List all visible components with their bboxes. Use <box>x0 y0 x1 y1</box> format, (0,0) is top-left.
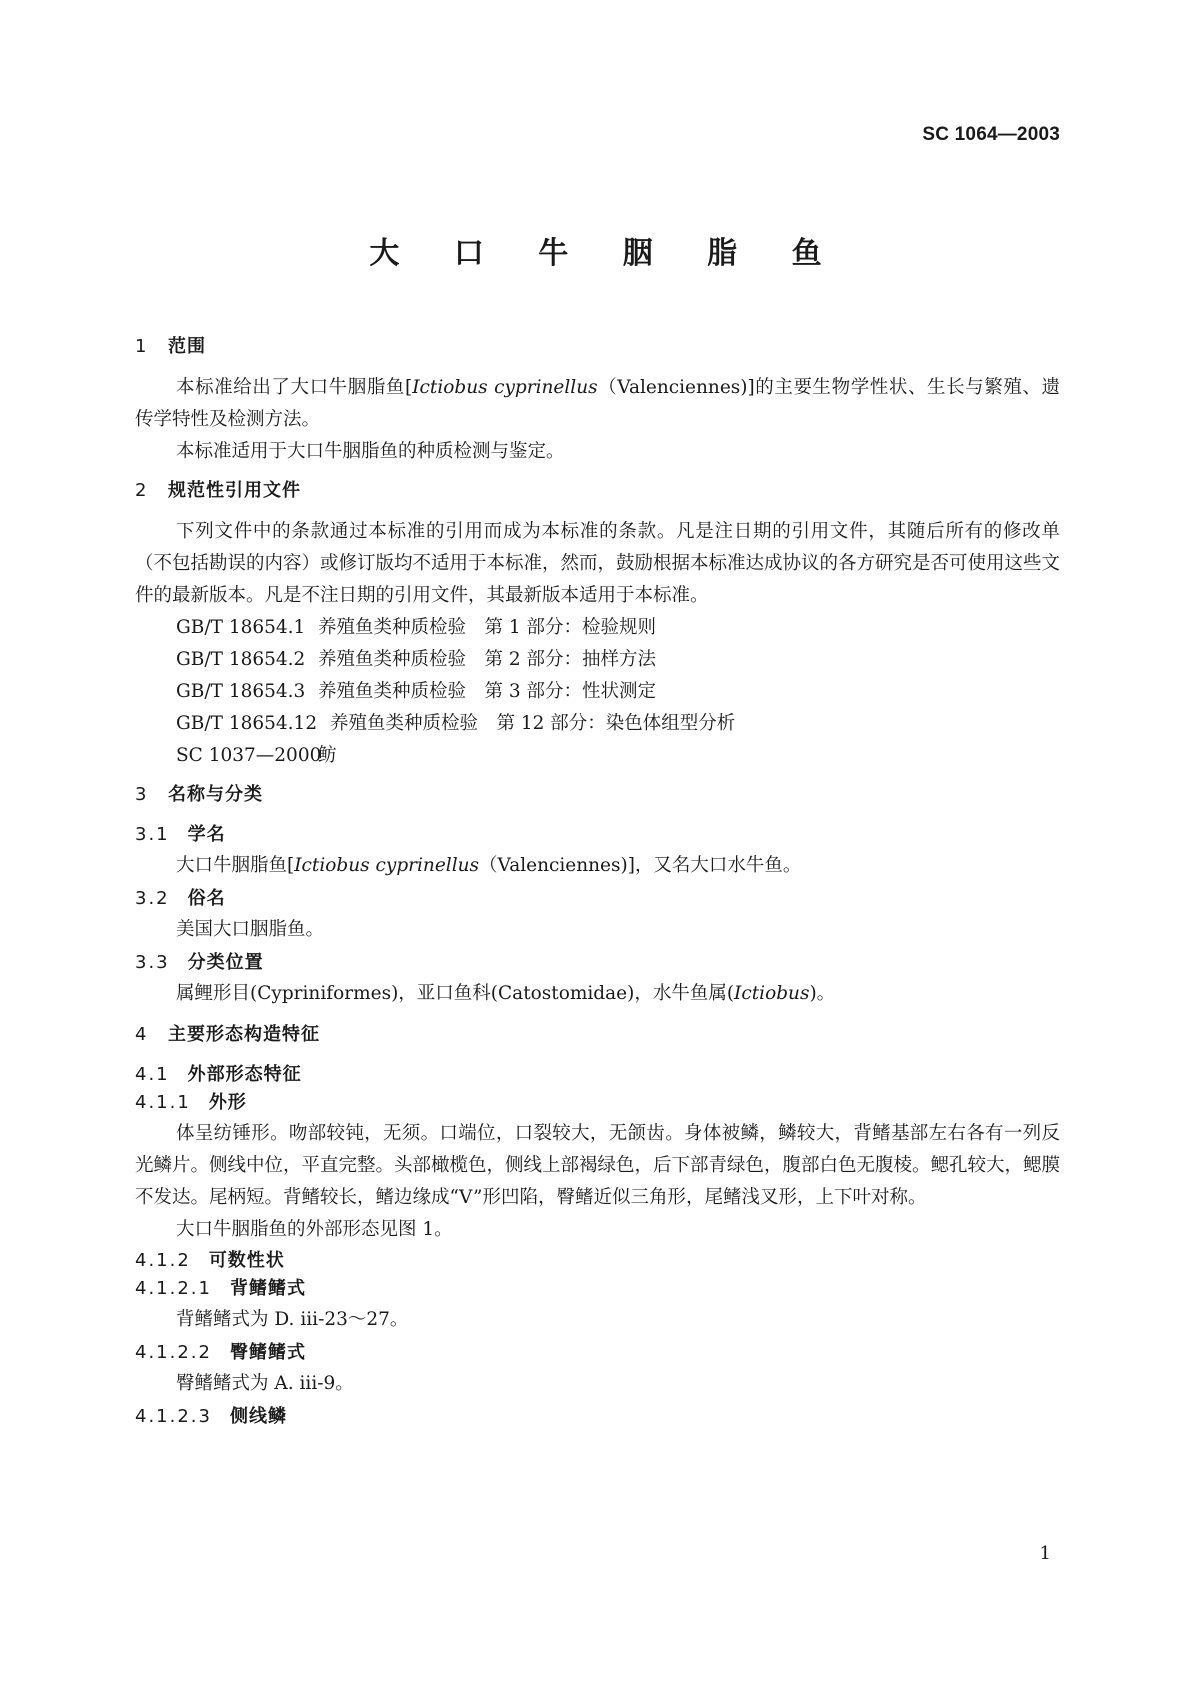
paragraph: 大口牛胭脂鱼的外部形态见图 1。 <box>176 1219 453 1240</box>
subsection-number: 4.1.2 <box>135 1250 191 1271</box>
scientific-name: Ictiobus cyprinellus <box>412 377 598 398</box>
section-number: 4 <box>135 1024 148 1045</box>
text-run: 属鲤形目(Cypriniformes)，亚口鱼科(Catostomidae)，水牛鱼属( <box>176 983 735 1004</box>
paragraph: 美国大口胭脂鱼。 <box>176 919 325 940</box>
subsection-title: 分类位置 <box>187 952 264 973</box>
subsection-number: 4.1.2.2 <box>135 1342 212 1363</box>
section-1-heading <box>135 336 1060 358</box>
reference-code: GB/T 18654.1 <box>176 617 306 638</box>
subsection-title: 俗名 <box>187 888 226 909</box>
paragraph <box>135 978 1060 1010</box>
doc-code-header: SC 1064—2003 <box>922 124 1060 145</box>
paragraph: 下列文件中的条款通过本标准的引用而成为本标准的条款。凡是注日期的引用文件，其随后所有的修改单（不包括勘误的内容）或修订版均不适用于本标准，然而，鼓励根据本标准达成协议的各方研究是否可使用这些文件的最新版本。凡是不注日期的引用文件，其最新版本适用于本标准。 <box>135 521 1061 606</box>
document-body <box>135 336 1060 1428</box>
reference-item <box>135 740 1060 772</box>
paragraph: 本标准适用于大口牛胭脂鱼的种质检测与鉴定。 <box>176 441 565 462</box>
subsection-4-1-2-2-heading <box>135 1342 1060 1364</box>
section-number: 1 <box>135 336 148 357</box>
reference-item <box>135 644 1060 676</box>
subsection-3-1-heading <box>135 824 1060 846</box>
section-title: 主要形态构造特征 <box>168 1024 320 1045</box>
subsection-number: 4.1.1 <box>135 1092 191 1113</box>
subsection-4-1-2-heading <box>135 1250 1060 1272</box>
text-run: 大口牛胭脂鱼[ <box>176 855 295 876</box>
text-run: （Valenciennes)]，又名大口水牛鱼。 <box>479 855 802 876</box>
subsection-title: 外部形态特征 <box>187 1064 302 1085</box>
subsection-3-2-heading <box>135 888 1060 910</box>
paragraph <box>135 850 1060 882</box>
reference-title: 养殖鱼类种质检验 第 2 部分：抽样方法 <box>318 649 657 670</box>
subsection-number: 4.1.2.3 <box>135 1406 212 1427</box>
section-3-heading <box>135 784 1060 806</box>
section-number: 3 <box>135 784 148 805</box>
subsection-number: 4.1 <box>135 1064 170 1085</box>
text-run: 本标准给出了大口牛胭脂鱼[ <box>176 377 413 398</box>
reference-code: SC 1037—2000 <box>176 745 322 766</box>
scientific-name: Ictiobus <box>734 983 810 1004</box>
text-run: （Valenciennes)]的主要生物学性状、生长与繁殖、遗传学特性及检测方法。 <box>135 377 1061 430</box>
paragraph: 臀鳍鳍式为 A. iii-9。 <box>176 1373 354 1394</box>
section-title: 范围 <box>168 336 206 357</box>
subsection-title: 学名 <box>187 824 226 845</box>
section-title: 规范性引用文件 <box>168 480 301 501</box>
scientific-name: Ictiobus cyprinellus <box>294 855 480 876</box>
section-4-heading <box>135 1024 1060 1046</box>
page-number: 1 <box>1039 1543 1051 1564</box>
text-run: )。 <box>809 983 836 1004</box>
subsection-number: 4.1.2.1 <box>135 1278 212 1299</box>
subsection-title: 可数性状 <box>208 1250 285 1271</box>
subsection-4-1-2-1-heading <box>135 1278 1060 1300</box>
section-2-heading <box>135 480 1060 502</box>
reference-item <box>135 708 1060 740</box>
page-title: 大 口 牛 胭 脂 鱼 <box>369 236 844 271</box>
paragraph: 背鳍鳍式为 D. iii-23～27。 <box>176 1309 409 1330</box>
subsection-title: 臀鳍鳍式 <box>229 1342 306 1363</box>
reference-item <box>135 612 1060 644</box>
subsection-4-1-1-heading <box>135 1092 1060 1114</box>
subsection-number: 3.3 <box>135 952 170 973</box>
reference-title: 养殖鱼类种质检验 第 3 部分：性状测定 <box>318 681 657 702</box>
reference-title: 鲂 <box>318 745 337 766</box>
subsection-title: 外形 <box>208 1092 247 1113</box>
subsection-number: 3.2 <box>135 888 170 909</box>
normative-references-list <box>135 612 1060 772</box>
subsection-number: 3.1 <box>135 824 170 845</box>
reference-title: 养殖鱼类种质检验 第 1 部分：检验规则 <box>318 617 657 638</box>
subsection-title: 背鳍鳍式 <box>229 1278 306 1299</box>
section-title: 名称与分类 <box>168 784 263 805</box>
subsection-4-1-2-3-heading <box>135 1406 1060 1428</box>
reference-item <box>135 676 1060 708</box>
reference-code: GB/T 18654.2 <box>176 649 306 670</box>
reference-title: 养殖鱼类种质检验 第 12 部分：染色体组型分析 <box>330 713 736 734</box>
reference-code: GB/T 18654.3 <box>176 681 306 702</box>
reference-code: GB/T 18654.12 <box>176 713 318 734</box>
subsection-4-1-heading <box>135 1064 1060 1086</box>
section-number: 2 <box>135 480 148 501</box>
paragraph <box>135 372 1060 436</box>
subsection-title: 侧线鳞 <box>229 1406 287 1427</box>
subsection-3-3-heading <box>135 952 1060 974</box>
paragraph: 体呈纺锤形。吻部较钝，无须。口端位，口裂较大，无颌齿。身体被鳞，鳞较大，背鳍基部左右各有一列反光鳞片。侧线中位，平直完整。头部橄榄色，侧线上部褐绿色，后下部青绿色，腹部白色无腹棱。鳃孔较大，鳃膜不发达。尾柄短。背鳍较长，鳍边缘成“V”形凹陷，臀鳍近似三角形，尾鳍浅叉形，上下叶对称。 <box>135 1123 1061 1208</box>
